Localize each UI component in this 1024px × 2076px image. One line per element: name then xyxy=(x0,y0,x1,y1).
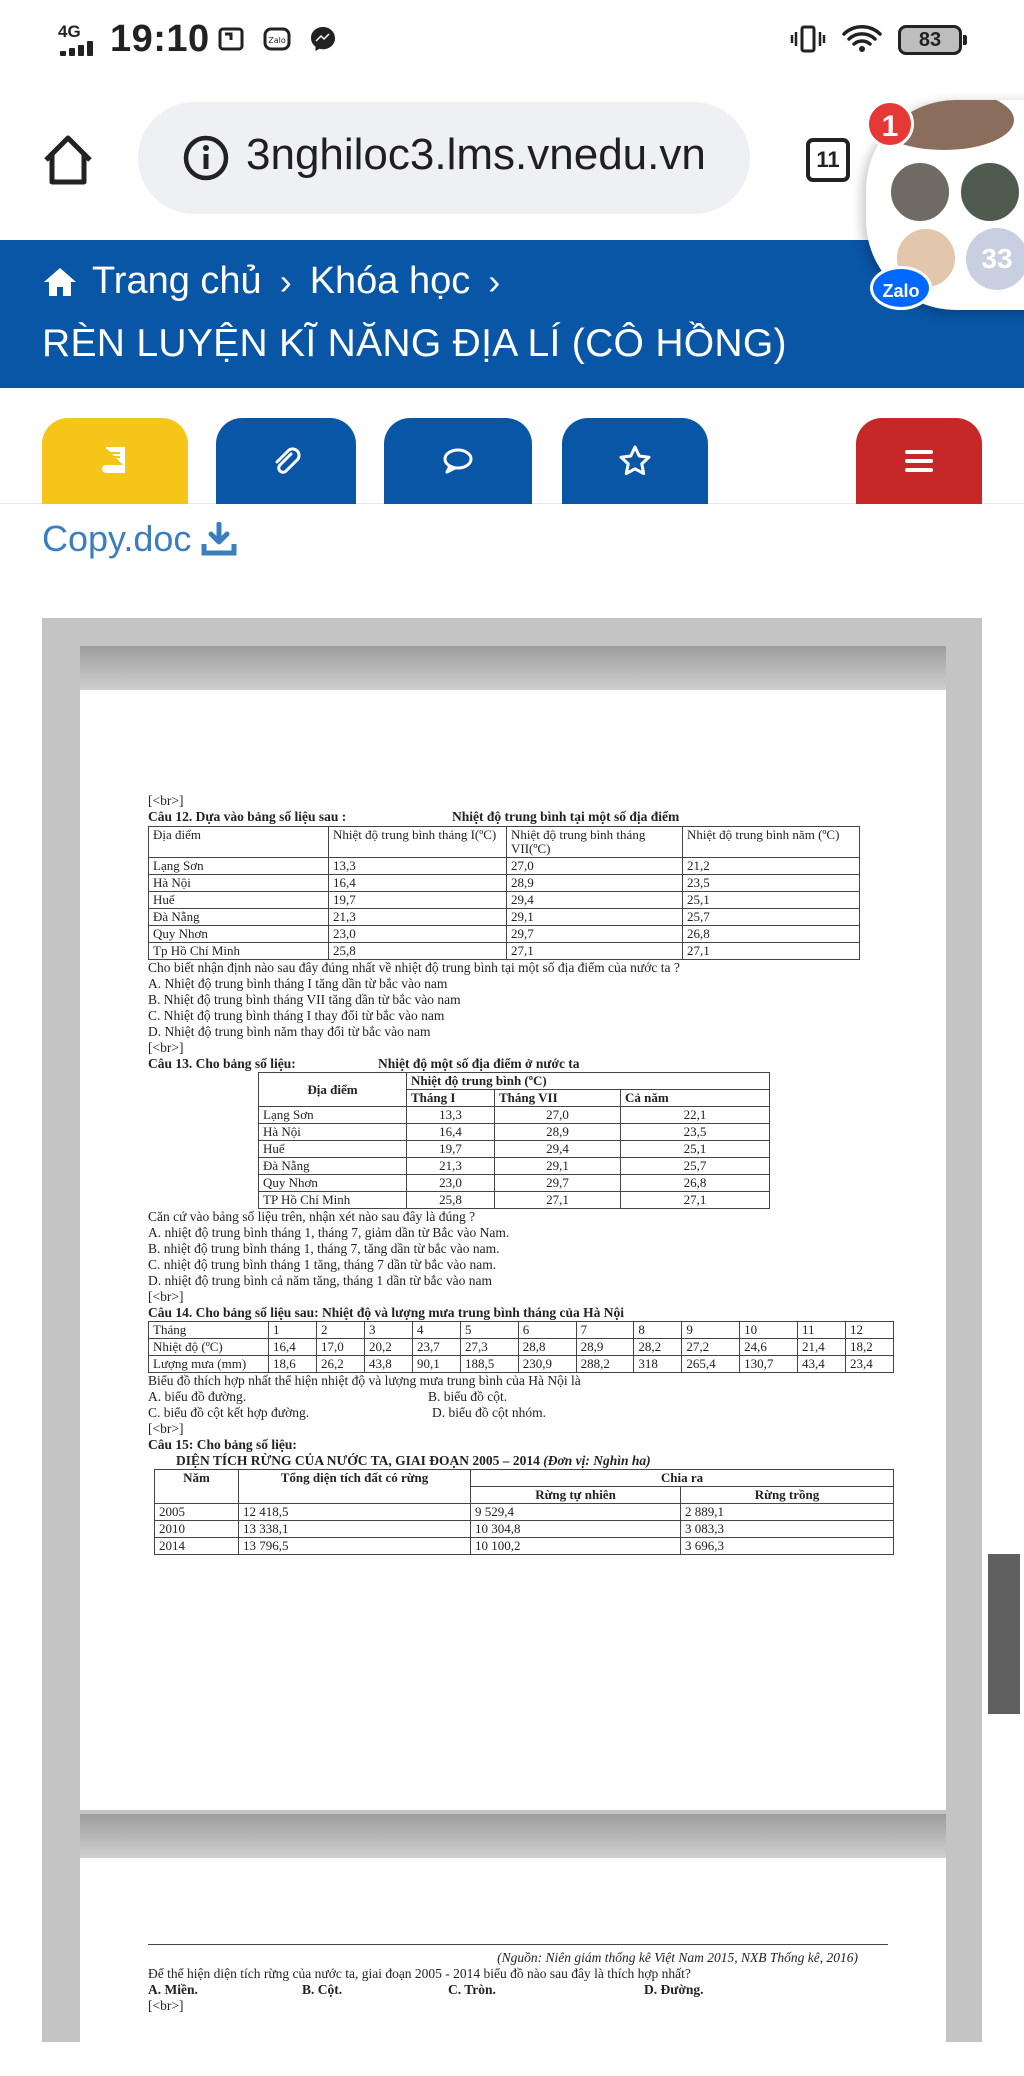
table-cell: 13,3 xyxy=(407,1107,495,1124)
table-cell: 26,2 xyxy=(316,1356,364,1373)
answer-option: B. Nhiệt độ trung bình tháng VII tăng dần từ bắc vào nam xyxy=(148,992,461,1007)
address-bar[interactable] xyxy=(138,102,750,214)
page-separator xyxy=(80,646,946,690)
table-cell: 318 xyxy=(634,1356,682,1373)
table-cell: 22,1 xyxy=(621,1107,770,1124)
table-cell: 4 xyxy=(412,1322,460,1339)
table-cell: 16,4 xyxy=(269,1339,317,1356)
tab-favorites[interactable] xyxy=(562,418,708,504)
file-name[interactable]: Copy.doc xyxy=(42,518,192,559)
paperclip-icon xyxy=(269,444,303,478)
table-row xyxy=(259,1141,770,1158)
table-cell: 12 418,5 xyxy=(239,1504,471,1521)
table-cell: 27,0 xyxy=(507,858,683,875)
table-cell: 19,7 xyxy=(407,1141,495,1158)
wifi-icon xyxy=(842,24,882,54)
table-cell: 9 xyxy=(682,1322,740,1339)
table-row xyxy=(149,875,860,892)
table-cell: 3 083,3 xyxy=(681,1521,894,1538)
table-cell: Huế xyxy=(259,1141,407,1158)
table-cell: 2005 xyxy=(155,1504,239,1521)
table-cell: 28,2 xyxy=(634,1339,682,1356)
question-text: Để thể hiện diện tích rừng của nước ta, giai đoạn 2005 - 2014 biểu đồ nào sau đây là thích hợp nhất? xyxy=(148,1966,691,1981)
table-header: Nhiệt độ (ºC) xyxy=(149,1339,269,1356)
table-row xyxy=(259,1192,770,1209)
table-cell: 2014 xyxy=(155,1538,239,1555)
table-cell: 25,7 xyxy=(621,1158,770,1175)
data-table xyxy=(148,1321,894,1373)
table-header: Năm xyxy=(155,1470,239,1504)
table-row xyxy=(259,1124,770,1141)
table-cell: 5 xyxy=(460,1322,518,1339)
table-row xyxy=(155,1521,894,1538)
table-cell: 18,2 xyxy=(845,1339,893,1356)
table-cell: 21,3 xyxy=(329,909,507,926)
question-label: Câu 15: Cho bảng số liệu: xyxy=(148,1437,297,1452)
viewer-scrollbar[interactable] xyxy=(988,1554,1020,1714)
table-header: Lượng mưa (mm) xyxy=(149,1356,269,1373)
table-cell: 130,7 xyxy=(740,1356,798,1373)
table-row xyxy=(149,1322,894,1339)
chevron-right-icon: › xyxy=(488,260,501,302)
table-cell: 43,8 xyxy=(364,1356,412,1373)
table-cell: 29,4 xyxy=(495,1141,621,1158)
table-cell: 12 xyxy=(845,1322,893,1339)
data-table xyxy=(148,826,860,960)
table-cell: Đà Nẵng xyxy=(259,1158,407,1175)
messenger-icon xyxy=(308,24,338,54)
br-marker: [<br>] xyxy=(148,1040,184,1055)
answer-option: C. Nhiệt độ trung bình tháng I thay đổi từ bắc vào nam xyxy=(148,1008,445,1023)
table-cell: 21,2 xyxy=(683,858,860,875)
answer-option: C. Tròn. xyxy=(448,1982,496,1997)
table-cell: 43,4 xyxy=(797,1356,845,1373)
table-cell: 6 xyxy=(518,1322,576,1339)
table-cell: 25,8 xyxy=(329,943,507,960)
answer-option: B. Cột. xyxy=(302,1982,343,1997)
table-cell: 1 xyxy=(269,1322,317,1339)
unread-badge: 1 xyxy=(866,100,914,148)
table-cell: 23,0 xyxy=(329,926,507,943)
menu-icon xyxy=(902,444,936,478)
star-icon xyxy=(618,444,652,478)
br-marker: [<br>] xyxy=(148,1998,184,2013)
table-cell: 26,8 xyxy=(683,926,860,943)
signal-icon xyxy=(60,40,100,56)
table-header: Nhiệt độ trung bình tháng I(ºC) xyxy=(329,827,507,858)
table-cell: Quy Nhơn xyxy=(149,926,329,943)
table-cell: 27,3 xyxy=(460,1339,518,1356)
table-cell: 23,0 xyxy=(407,1175,495,1192)
table-row xyxy=(259,1175,770,1192)
table-cell: 27,1 xyxy=(683,943,860,960)
table-cell: TP Hồ Chí Minh xyxy=(259,1192,407,1209)
table-cell: 27,1 xyxy=(621,1192,770,1209)
question-label: Câu 13. Cho bảng số liệu: xyxy=(148,1056,296,1071)
table-cell: Hà Nội xyxy=(259,1124,407,1141)
question-text: Căn cứ vào bảng số liệu trên, nhận xét nào sau đây là đúng ? xyxy=(148,1209,476,1224)
table-title: Nhiệt độ trung bình tại một số địa điểm xyxy=(452,809,680,824)
table-cell: 27,2 xyxy=(682,1339,740,1356)
answer-option: A. nhiệt độ trung bình tháng 1, tháng 7, giảm dần từ Bắc vào Nam. xyxy=(148,1225,510,1240)
table-cell: 25,8 xyxy=(407,1192,495,1209)
table-cell: 24,6 xyxy=(740,1339,798,1356)
data-table xyxy=(154,1469,894,1555)
table-row xyxy=(149,909,860,926)
book-icon xyxy=(98,444,132,478)
table-cell: 188,5 xyxy=(460,1356,518,1373)
table-cell: 29,4 xyxy=(507,892,683,909)
table-title: Nhiệt độ một số địa điểm ở nước ta xyxy=(378,1056,580,1071)
table-cell: 29,1 xyxy=(495,1158,621,1175)
answer-option: A. Nhiệt độ trung bình tháng I tăng dần từ bắc vào nam xyxy=(148,976,448,991)
zalo-logo: Zalo xyxy=(870,266,932,310)
table-cell: 23,5 xyxy=(621,1124,770,1141)
table-cell: 90,1 xyxy=(412,1356,460,1373)
table-header: Rừng tự nhiên xyxy=(471,1487,681,1504)
table-cell: Tp Hồ Chí Minh xyxy=(149,943,329,960)
table-cell: 26,8 xyxy=(621,1175,770,1192)
table-cell: 27,0 xyxy=(495,1107,621,1124)
table-cell: Lạng Sơn xyxy=(149,858,329,875)
svg-text:Zalo: Zalo xyxy=(268,36,286,45)
answer-option: C. biểu đồ cột kết hợp đường. xyxy=(148,1405,310,1420)
table-cell: 2 xyxy=(316,1322,364,1339)
table-cell: 25,7 xyxy=(683,909,860,926)
answer-option: B. biểu đồ cột. xyxy=(428,1389,508,1404)
table-row xyxy=(155,1538,894,1555)
table-cell: 25,1 xyxy=(621,1141,770,1158)
table-cell: 20,2 xyxy=(364,1339,412,1356)
course-tabs xyxy=(0,388,1024,504)
data-table xyxy=(258,1072,770,1209)
screenshot-icon xyxy=(216,24,246,54)
answer-option: D. Nhiệt độ trung bình năm thay đổi từ bắc vào nam xyxy=(148,1024,431,1039)
table-cell: 16,4 xyxy=(329,875,507,892)
table-unit: (Đơn vị: Nghìn ha) xyxy=(543,1453,651,1468)
table-cell: 29,1 xyxy=(507,909,683,926)
avatar xyxy=(888,160,952,224)
tab-switcher-button[interactable]: 11 xyxy=(806,138,850,182)
table-cell: 13 796,5 xyxy=(239,1538,471,1555)
table-cell: 27,1 xyxy=(507,943,683,960)
question-13 xyxy=(148,1056,894,1072)
network-type: 4G xyxy=(58,22,81,41)
question-label: Câu 14. Cho bảng số liệu sau: Nhiệt độ và lượng mưa trung bình tháng của Hà Nội xyxy=(148,1305,625,1320)
tab-content[interactable] xyxy=(42,418,188,504)
tab-attachments[interactable] xyxy=(216,418,356,504)
breadcrumb xyxy=(42,260,504,303)
table-cell: 29,7 xyxy=(507,926,683,943)
table-row xyxy=(259,1158,770,1175)
table-cell: 16,4 xyxy=(407,1124,495,1141)
answer-option: B. nhiệt độ trung bình tháng 1, tháng 7, tăng dần từ bắc vào nam. xyxy=(148,1241,500,1256)
table-cell: 28,9 xyxy=(507,875,683,892)
avatar xyxy=(958,160,1022,224)
chat-head-bubble[interactable] xyxy=(866,100,1024,310)
table-cell: 28,9 xyxy=(495,1124,621,1141)
document-page xyxy=(80,690,946,1810)
table-header: Tháng I xyxy=(407,1090,495,1107)
zalo-notification-icon xyxy=(262,24,292,54)
table-header: Địa điểm xyxy=(259,1073,407,1107)
status-bar xyxy=(0,0,1024,80)
question-text: Biểu đồ thích hợp nhất thể hiện nhiệt độ và lượng mưa trung bình của Hà Nội là xyxy=(148,1373,581,1388)
table-row xyxy=(259,1107,770,1124)
tab-discussion[interactable] xyxy=(384,418,532,504)
table-cell: 21,3 xyxy=(407,1158,495,1175)
table-cell: Hà Nội xyxy=(149,875,329,892)
table-cell: 28,9 xyxy=(576,1339,634,1356)
answer-option: A. Miền. xyxy=(148,1982,198,1997)
breadcrumb-home[interactable]: Trang chủ xyxy=(92,260,262,302)
tab-menu[interactable] xyxy=(856,418,982,504)
answer-option: D. Đường. xyxy=(644,1982,704,1997)
table-cell: 230,9 xyxy=(518,1356,576,1373)
table-cell: 10 100,2 xyxy=(471,1538,681,1555)
table-cell: 23,5 xyxy=(683,875,860,892)
table-cell: 13 338,1 xyxy=(239,1521,471,1538)
source-note: (Nguồn: Niên giám thống kê Việt Nam 2015, NXB Thống kê, 2016) xyxy=(497,1950,858,1965)
info-icon[interactable] xyxy=(182,134,230,182)
table-cell: 23,7 xyxy=(412,1339,460,1356)
table-cell: 3 xyxy=(364,1322,412,1339)
table-cell: 11 xyxy=(797,1322,845,1339)
table-header: Nhiệt độ trung bình năm (ºC) xyxy=(683,827,860,858)
home-icon[interactable] xyxy=(38,130,98,190)
table-cell: 27,1 xyxy=(495,1192,621,1209)
table-title: DIỆN TÍCH RỪNG CỦA NƯỚC TA, GIAI ĐOẠN 2005 – 2014 xyxy=(176,1453,540,1468)
table-cell: 21,4 xyxy=(797,1339,845,1356)
table-cell: Quy Nhơn xyxy=(259,1175,407,1192)
table-cell: 265,4 xyxy=(682,1356,740,1373)
table-header: Chia ra xyxy=(471,1470,894,1487)
clock: 19:10 xyxy=(110,18,210,60)
br-marker: [<br>] xyxy=(148,1421,184,1436)
document-viewer[interactable] xyxy=(42,618,982,2042)
table-row xyxy=(155,1504,894,1521)
table-cell: 10 xyxy=(740,1322,798,1339)
url-text[interactable]: 3nghiloc3.lms.vnedu.vn xyxy=(246,130,706,179)
table-cell: 25,1 xyxy=(683,892,860,909)
vibrate-icon xyxy=(790,24,826,54)
table-row xyxy=(149,943,860,960)
table-header: Tháng xyxy=(149,1322,269,1339)
file-download-link[interactable] xyxy=(42,518,237,560)
question-text: Cho biết nhận định nào sau đây đúng nhất về nhiệt độ trung bình tại một số địa điểm của nước ta ? xyxy=(148,960,680,975)
table-cell: 23,4 xyxy=(845,1356,893,1373)
table-cell: 288,2 xyxy=(576,1356,634,1373)
table-header: Nhiệt độ trung bình tháng VII(ºC) xyxy=(507,827,683,858)
battery-icon: 83 xyxy=(898,25,962,55)
chevron-right-icon: › xyxy=(279,260,292,302)
table-cell: 19,7 xyxy=(329,892,507,909)
table-cell: 3 696,3 xyxy=(681,1538,894,1555)
page-separator xyxy=(80,1814,946,1858)
answer-option: A. biểu đồ đường. xyxy=(148,1389,247,1404)
table-cell: 8 xyxy=(634,1322,682,1339)
table-cell: 13,3 xyxy=(329,858,507,875)
answer-option: D. nhiệt độ trung bình cả năm tăng, tháng 1 dần từ bắc vào nam xyxy=(148,1273,492,1288)
br-marker: [<br>] xyxy=(148,1289,184,1304)
table-cell: 17,0 xyxy=(316,1339,364,1356)
table-header: Cả năm xyxy=(621,1090,770,1107)
table-header: Rừng trồng xyxy=(681,1487,894,1504)
question-label: Câu 12. Dựa vào bảng số liệu sau : xyxy=(148,809,347,824)
table-cell: Lạng Sơn xyxy=(259,1107,407,1124)
table-cell: 29,7 xyxy=(495,1175,621,1192)
table-cell: 2 889,1 xyxy=(681,1504,894,1521)
table-row xyxy=(149,858,860,875)
table-cell: 9 529,4 xyxy=(471,1504,681,1521)
table-cell: 10 304,8 xyxy=(471,1521,681,1538)
download-icon[interactable] xyxy=(201,522,237,556)
table-row xyxy=(149,1356,894,1373)
table-row xyxy=(149,892,860,909)
br-marker: [<br>] xyxy=(148,793,184,808)
table-row xyxy=(149,926,860,943)
table-header: Nhiệt độ trung bình (ºC) xyxy=(407,1073,770,1090)
table-row xyxy=(149,1339,894,1356)
home-icon xyxy=(42,266,78,298)
question-12 xyxy=(148,793,894,1555)
answer-option: D. biểu đồ cột nhóm. xyxy=(432,1405,546,1420)
comment-icon xyxy=(441,444,475,478)
table-cell: 18,6 xyxy=(269,1356,317,1373)
breadcrumb-courses[interactable]: Khóa học xyxy=(309,260,471,302)
table-cell: Huế xyxy=(149,892,329,909)
document-page xyxy=(80,1858,946,2048)
answer-option: C. nhiệt độ trung bình tháng 1 tăng, tháng 7 dần từ bắc vào nam. xyxy=(148,1257,497,1272)
table-cell: 7 xyxy=(576,1322,634,1339)
course-title: RÈN LUYỆN KĨ NĂNG ĐỊA LÍ (CÔ HỒNG) xyxy=(42,322,787,365)
table-cell: Đà Nẵng xyxy=(149,909,329,926)
table-header: Địa điểm xyxy=(149,827,329,858)
table-cell: 2010 xyxy=(155,1521,239,1538)
table-header: Tháng VII xyxy=(495,1090,621,1107)
question-15-footer xyxy=(148,1944,888,2014)
table-header: Tổng diện tích đất có rừng xyxy=(239,1470,471,1504)
table-cell: 28,8 xyxy=(518,1339,576,1356)
chat-group-count: 33 xyxy=(966,228,1024,290)
